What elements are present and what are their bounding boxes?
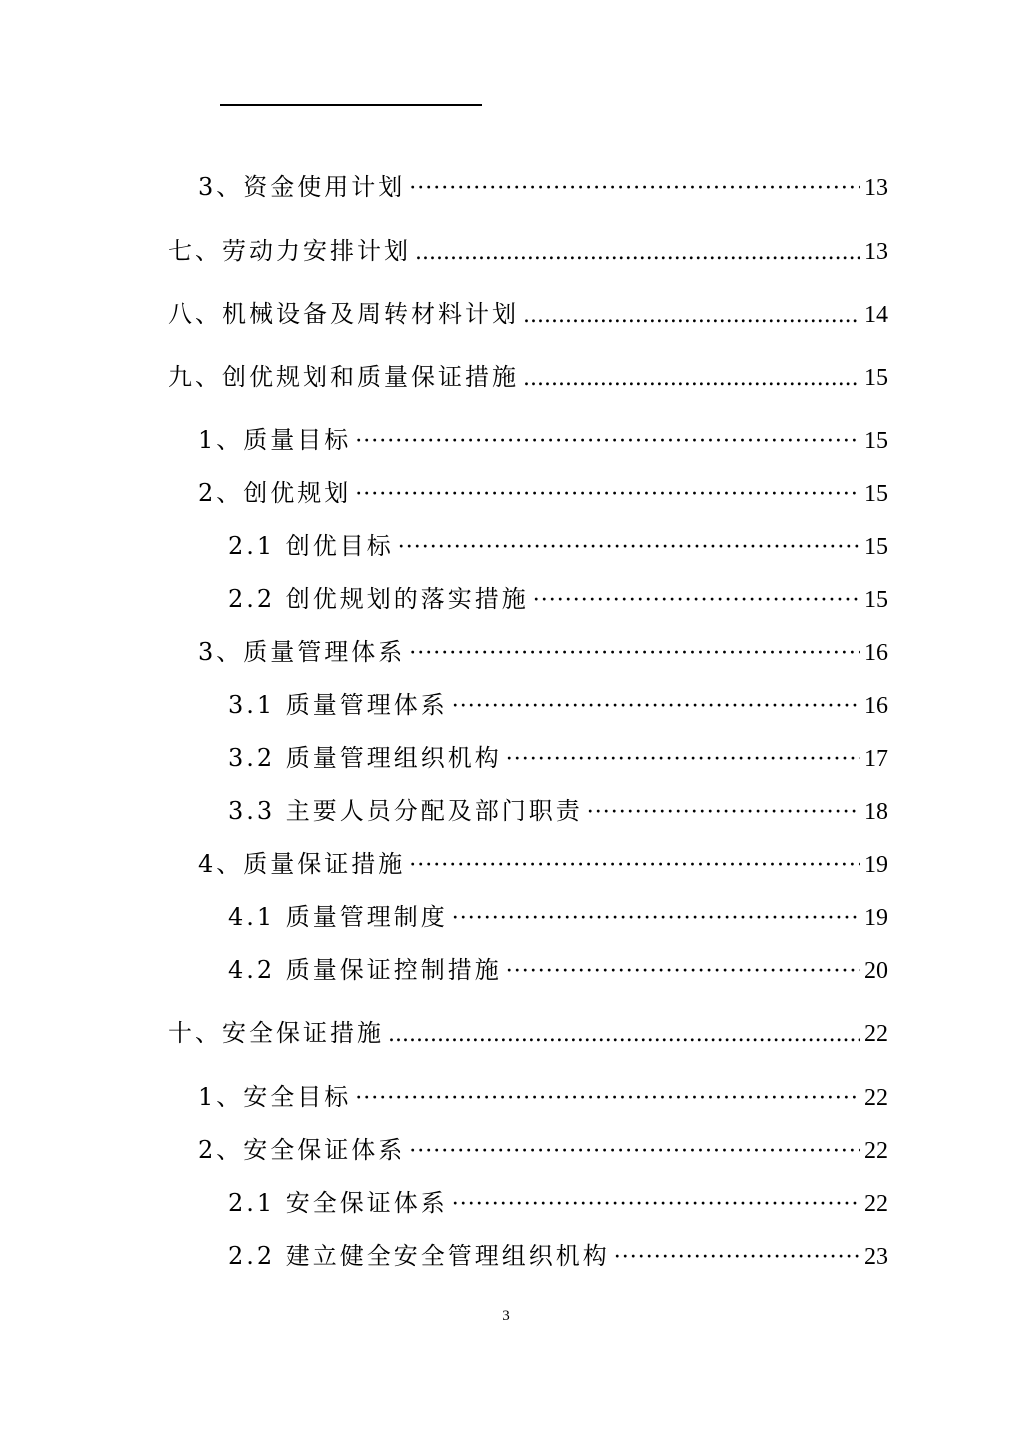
toc-leader xyxy=(587,794,860,830)
toc-leader xyxy=(409,635,860,671)
toc-leader xyxy=(388,1016,860,1052)
toc-leader xyxy=(398,529,860,565)
toc-entry[interactable] xyxy=(198,476,888,510)
toc-entry-page: 22 xyxy=(864,1138,888,1164)
toc-entry-title: 1、安全目标 xyxy=(198,1083,352,1111)
toc-entry[interactable] xyxy=(198,170,888,204)
toc-leader xyxy=(409,1133,860,1169)
toc-entry-title: 2、安全保证体系 xyxy=(198,1136,406,1164)
toc-leader xyxy=(409,847,860,883)
toc-entry[interactable] xyxy=(198,423,888,457)
toc-entry-title: 2.1 安全保证体系 xyxy=(228,1189,448,1217)
toc-entry[interactable] xyxy=(228,688,888,722)
toc-entry-title: 七、劳动力安排计划 xyxy=(168,237,411,265)
toc-leader xyxy=(533,582,860,618)
toc-entry-page: 23 xyxy=(864,1244,888,1270)
toc-entry-page: 15 xyxy=(864,365,888,391)
toc-leader xyxy=(452,688,860,724)
toc-entry[interactable] xyxy=(168,234,888,268)
toc-entry-title: 八、机械设备及周转材料计划 xyxy=(168,300,519,328)
toc-entry-page: 13 xyxy=(864,239,888,265)
toc-leader xyxy=(523,360,860,396)
toc-entry-title: 3.1 质量管理体系 xyxy=(228,691,448,719)
toc-leader xyxy=(452,900,860,936)
toc-leader xyxy=(523,297,860,333)
toc-entry[interactable] xyxy=(168,1016,888,1050)
toc-entry-page: 15 xyxy=(864,534,888,560)
toc-leader xyxy=(355,423,860,459)
toc-entry[interactable] xyxy=(228,1239,888,1273)
toc-entry-page: 17 xyxy=(864,746,888,772)
toc-entry-title: 3.3 主要人员分配及部门职责 xyxy=(228,797,583,825)
toc-entry-page: 15 xyxy=(864,481,888,507)
toc-entry-page: 22 xyxy=(864,1191,888,1217)
toc-entry[interactable] xyxy=(228,900,888,934)
toc-entry-page: 15 xyxy=(864,587,888,613)
toc-entry-title: 4.1 质量管理制度 xyxy=(228,903,448,931)
toc-entry-page: 20 xyxy=(864,958,888,984)
toc-entry-title: 十、安全保证措施 xyxy=(168,1019,384,1047)
toc-entry[interactable] xyxy=(228,582,888,616)
toc-leader xyxy=(506,741,860,777)
toc-entry-page: 14 xyxy=(864,302,888,328)
toc-leader xyxy=(506,953,860,989)
toc-leader xyxy=(355,1080,860,1116)
toc-entry-title: 2、创优规划 xyxy=(198,479,352,507)
toc-entry-title: 2.1 创优目标 xyxy=(228,532,394,560)
toc-entry-title: 3.2 质量管理组织机构 xyxy=(228,744,502,772)
toc-entry-title: 3、资金使用计划 xyxy=(198,173,406,201)
toc-entry[interactable] xyxy=(228,1186,888,1220)
toc-entry-title: 九、创优规划和质量保证措施 xyxy=(168,363,519,391)
toc-entry-page: 18 xyxy=(864,799,888,825)
toc-entry-title: 4.2 质量保证控制措施 xyxy=(228,956,502,984)
toc-entry[interactable] xyxy=(228,741,888,775)
toc-leader xyxy=(409,170,860,206)
toc-leader xyxy=(355,476,860,512)
toc-entry[interactable] xyxy=(198,635,888,669)
toc-entry-page: 22 xyxy=(864,1021,888,1047)
toc-entry[interactable] xyxy=(228,529,888,563)
toc-entry-title: 3、质量管理体系 xyxy=(198,638,406,666)
toc-entry-page: 15 xyxy=(864,428,888,454)
toc-entry-page: 16 xyxy=(864,640,888,666)
toc-entry-title: 1、质量目标 xyxy=(198,426,352,454)
toc-leader xyxy=(415,234,860,270)
page-number: 3 xyxy=(502,1308,510,1324)
toc-entry[interactable] xyxy=(198,847,888,881)
toc-entry[interactable] xyxy=(228,953,888,987)
toc-entry-page: 13 xyxy=(864,175,888,201)
toc-entry-title: 4、质量保证措施 xyxy=(198,850,406,878)
toc-leader xyxy=(614,1239,860,1275)
toc-entry[interactable] xyxy=(168,360,888,394)
toc-entry-title: 2.2 创优规划的落实措施 xyxy=(228,585,529,613)
toc-entry[interactable] xyxy=(198,1133,888,1167)
toc-entry-page: 16 xyxy=(864,693,888,719)
toc-entry[interactable] xyxy=(168,297,888,331)
toc-entry-title: 2.2 建立健全安全管理组织机构 xyxy=(228,1242,610,1270)
toc-entry-page: 22 xyxy=(864,1085,888,1111)
toc-entry-page: 19 xyxy=(864,905,888,931)
toc-entry[interactable] xyxy=(228,794,888,828)
toc-leader xyxy=(452,1186,860,1222)
toc-entry[interactable] xyxy=(198,1080,888,1114)
toc-entry-page: 19 xyxy=(864,852,888,878)
